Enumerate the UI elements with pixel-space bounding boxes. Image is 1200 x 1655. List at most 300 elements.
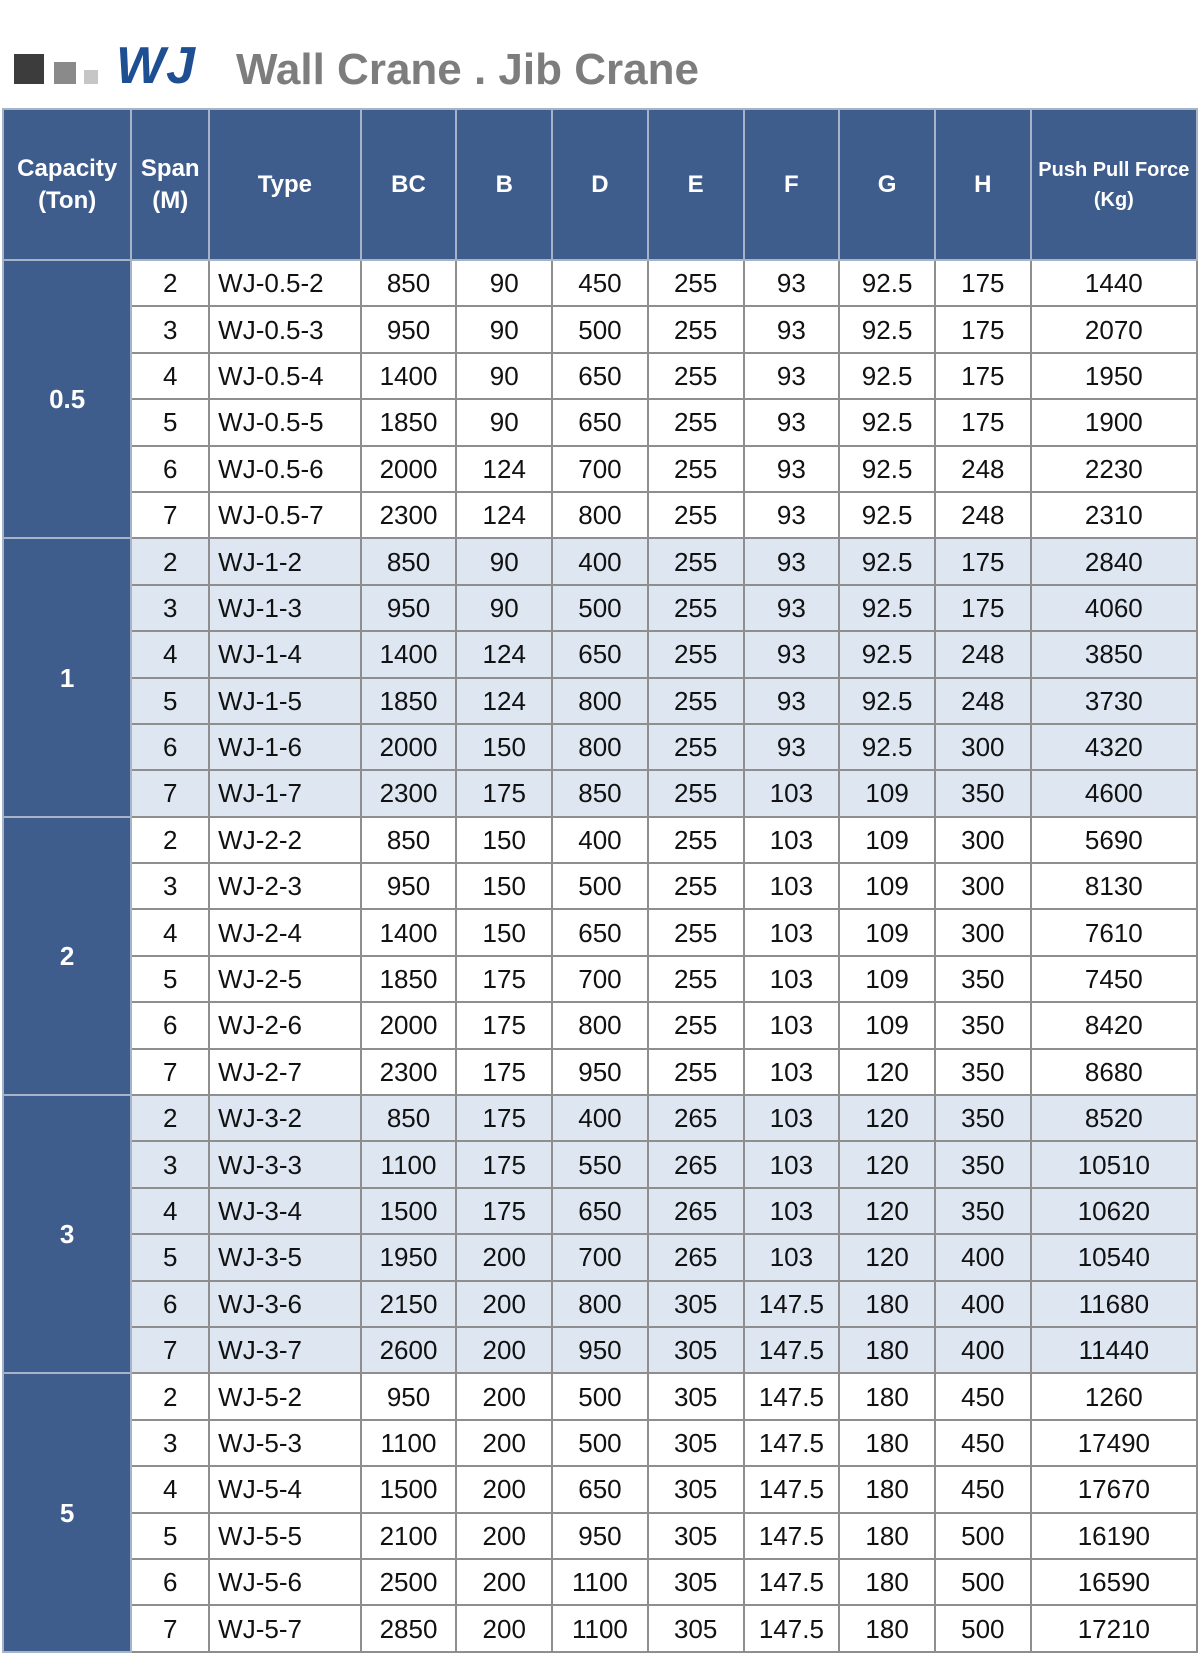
table-cell: 16590	[1031, 1559, 1197, 1605]
table-cell: 3	[131, 1141, 209, 1187]
table-cell: 248	[935, 446, 1031, 492]
table-cell: 147.5	[744, 1513, 840, 1559]
table-cell: 4	[131, 631, 209, 677]
table-cell: 450	[552, 260, 648, 306]
table-cell: 1100	[552, 1605, 648, 1652]
table-cell: 255	[648, 863, 744, 909]
table-cell: 255	[648, 399, 744, 445]
table-cell: 109	[839, 770, 935, 816]
table-cell: 147.5	[744, 1420, 840, 1466]
table-cell: 850	[361, 817, 457, 863]
table-cell: 4060	[1031, 585, 1197, 631]
table-cell: 700	[552, 446, 648, 492]
table-row	[3, 492, 1197, 538]
table-cell: 147.5	[744, 1559, 840, 1605]
column-header-label: E	[687, 170, 704, 198]
capacity-cell: 0.5	[3, 260, 131, 538]
table-cell: 650	[552, 631, 648, 677]
table-cell: WJ-2-3	[209, 863, 360, 909]
table-cell: 850	[361, 1095, 457, 1141]
table-cell: 11440	[1031, 1327, 1197, 1373]
table-cell: WJ-0.5-3	[209, 306, 360, 352]
table-cell: 1260	[1031, 1373, 1197, 1419]
table-cell: 7	[131, 770, 209, 816]
table-cell: 500	[552, 1420, 648, 1466]
table-cell: 255	[648, 446, 744, 492]
column-header-label: Push Pull Force	[1038, 158, 1190, 181]
table-row	[3, 1095, 1197, 1141]
table-cell: 17670	[1031, 1466, 1197, 1512]
table-cell: 7450	[1031, 956, 1197, 1002]
table-cell: 255	[648, 909, 744, 955]
table-cell: 90	[456, 306, 552, 352]
table-cell: WJ-5-2	[209, 1373, 360, 1419]
table-cell: WJ-3-4	[209, 1188, 360, 1234]
table-cell: 109	[839, 909, 935, 955]
table-cell: 550	[552, 1141, 648, 1187]
table-cell: 10540	[1031, 1234, 1197, 1280]
logo-square-dark-icon	[14, 54, 44, 84]
table-cell: 5	[131, 956, 209, 1002]
table-cell: 175	[456, 770, 552, 816]
table-cell: WJ-3-2	[209, 1095, 360, 1141]
table-cell: 147.5	[744, 1327, 840, 1373]
table-cell: WJ-3-3	[209, 1141, 360, 1187]
column-header	[1031, 109, 1197, 260]
table-cell: 350	[935, 770, 1031, 816]
table-cell: 175	[456, 1188, 552, 1234]
table-cell: WJ-1-7	[209, 770, 360, 816]
table-cell: WJ-3-7	[209, 1327, 360, 1373]
table-cell: 2600	[361, 1327, 457, 1373]
table-cell: WJ-1-5	[209, 678, 360, 724]
table-cell: 93	[744, 260, 840, 306]
table-cell: 93	[744, 446, 840, 492]
table-cell: 8520	[1031, 1095, 1197, 1141]
table-cell: 450	[935, 1466, 1031, 1512]
table-cell: WJ-0.5-6	[209, 446, 360, 492]
table-cell: 500	[552, 1373, 648, 1419]
table-cell: 255	[648, 353, 744, 399]
table-cell: 255	[648, 1049, 744, 1095]
logo-square-mid-icon	[54, 62, 76, 84]
table-cell: 93	[744, 353, 840, 399]
table-cell: 2850	[361, 1605, 457, 1652]
table-cell: 248	[935, 631, 1031, 677]
table-cell: 7	[131, 1327, 209, 1373]
table-cell: 1950	[1031, 353, 1197, 399]
brand-code: WJ	[116, 37, 196, 95]
column-header-unit: (M)	[152, 186, 189, 214]
table-cell: 950	[361, 306, 457, 352]
table-cell: 650	[552, 909, 648, 955]
table-cell: 8130	[1031, 863, 1197, 909]
table-cell: 305	[648, 1373, 744, 1419]
table-cell: 200	[456, 1559, 552, 1605]
column-header-label: Type	[257, 170, 313, 198]
table-cell: 5	[131, 678, 209, 724]
table-cell: 255	[648, 306, 744, 352]
table-row	[3, 538, 1197, 584]
table-cell: 2310	[1031, 492, 1197, 538]
column-header	[3, 109, 131, 260]
column-header	[744, 109, 840, 260]
table-cell: 4	[131, 909, 209, 955]
table-cell: 124	[456, 631, 552, 677]
table-cell: 200	[456, 1327, 552, 1373]
table-row	[3, 1466, 1197, 1512]
table-cell: 1950	[361, 1234, 457, 1280]
table-cell: 103	[744, 1188, 840, 1234]
table-cell: 103	[744, 1049, 840, 1095]
table-header-row	[3, 109, 1197, 260]
table-cell: 6	[131, 1281, 209, 1327]
table-cell: WJ-2-2	[209, 817, 360, 863]
table-cell: 400	[552, 817, 648, 863]
capacity-cell: 2	[3, 817, 131, 1095]
table-cell: 109	[839, 817, 935, 863]
table-cell: 124	[456, 446, 552, 492]
table-cell: 1850	[361, 956, 457, 1002]
table-cell: 5	[131, 1234, 209, 1280]
table-cell: 300	[935, 724, 1031, 770]
table-row	[3, 1141, 1197, 1187]
table-cell: 2150	[361, 1281, 457, 1327]
table-row	[3, 1327, 1197, 1373]
table-cell: 350	[935, 1049, 1031, 1095]
table-cell: WJ-1-4	[209, 631, 360, 677]
table-cell: 4320	[1031, 724, 1197, 770]
capacity-cell: 3	[3, 1095, 131, 1373]
table-cell: 103	[744, 1141, 840, 1187]
table-cell: 305	[648, 1466, 744, 1512]
table-cell: 400	[935, 1281, 1031, 1327]
table-cell: 5	[131, 399, 209, 445]
table-row	[3, 1513, 1197, 1559]
column-header	[839, 109, 935, 260]
table-cell: 175	[935, 399, 1031, 445]
table-cell: 300	[935, 817, 1031, 863]
table-cell: WJ-0.5-4	[209, 353, 360, 399]
table-row	[3, 353, 1197, 399]
table-row	[3, 585, 1197, 631]
table-cell: 10620	[1031, 1188, 1197, 1234]
table-cell: 7	[131, 492, 209, 538]
table-cell: 4600	[1031, 770, 1197, 816]
table-cell: WJ-5-3	[209, 1420, 360, 1466]
table-row	[3, 863, 1197, 909]
table-cell: 175	[456, 1002, 552, 1048]
table-cell: 400	[935, 1234, 1031, 1280]
table-cell: 6	[131, 1002, 209, 1048]
table-cell: 265	[648, 1141, 744, 1187]
table-cell: 103	[744, 770, 840, 816]
table-cell: 850	[361, 538, 457, 584]
table-row	[3, 1234, 1197, 1280]
table-row	[3, 631, 1197, 677]
table-cell: 93	[744, 538, 840, 584]
table-cell: 800	[552, 1002, 648, 1048]
table-row	[3, 1049, 1197, 1095]
table-row	[3, 1188, 1197, 1234]
table-cell: 6	[131, 724, 209, 770]
table-cell: 17490	[1031, 1420, 1197, 1466]
table-cell: 109	[839, 863, 935, 909]
capacity-cell: 1	[3, 538, 131, 816]
table-cell: 1400	[361, 353, 457, 399]
table-cell: WJ-1-2	[209, 538, 360, 584]
table-cell: 200	[456, 1373, 552, 1419]
table-cell: 180	[839, 1327, 935, 1373]
table-cell: 2840	[1031, 538, 1197, 584]
column-header	[648, 109, 744, 260]
table-body	[3, 260, 1197, 1652]
table-cell: 16190	[1031, 1513, 1197, 1559]
table-cell: 103	[744, 817, 840, 863]
table-cell: 147.5	[744, 1281, 840, 1327]
table-cell: 255	[648, 1002, 744, 1048]
column-header-label: H	[974, 170, 992, 198]
table-cell: WJ-5-6	[209, 1559, 360, 1605]
table-cell: 92.5	[839, 724, 935, 770]
table-cell: 180	[839, 1373, 935, 1419]
column-header-label: G	[877, 170, 897, 198]
table-cell: 92.5	[839, 260, 935, 306]
table-cell: 650	[552, 1466, 648, 1512]
table-cell: 180	[839, 1466, 935, 1512]
table-cell: 1500	[361, 1188, 457, 1234]
table-cell: 305	[648, 1327, 744, 1373]
table-cell: 4	[131, 1188, 209, 1234]
table-cell: 1500	[361, 1466, 457, 1512]
table-cell: 265	[648, 1188, 744, 1234]
table-cell: 255	[648, 817, 744, 863]
table-cell: 120	[839, 1234, 935, 1280]
table-cell: 200	[456, 1234, 552, 1280]
table-cell: 7	[131, 1605, 209, 1652]
table-cell: 92.5	[839, 306, 935, 352]
table-cell: 175	[935, 353, 1031, 399]
table-cell: 350	[935, 1141, 1031, 1187]
table-cell: WJ-2-5	[209, 956, 360, 1002]
table-cell: 175	[935, 260, 1031, 306]
table-cell: 500	[935, 1559, 1031, 1605]
table-cell: 120	[839, 1188, 935, 1234]
table-cell: 93	[744, 492, 840, 538]
table-cell: 450	[935, 1420, 1031, 1466]
table-cell: 92.5	[839, 631, 935, 677]
table-cell: WJ-5-4	[209, 1466, 360, 1512]
table-row	[3, 1420, 1197, 1466]
table-cell: 2500	[361, 1559, 457, 1605]
table-cell: WJ-2-7	[209, 1049, 360, 1095]
table-cell: 2300	[361, 1049, 457, 1095]
table-cell: 180	[839, 1513, 935, 1559]
table-cell: 265	[648, 1095, 744, 1141]
table-cell: 700	[552, 1234, 648, 1280]
table-cell: 255	[648, 956, 744, 1002]
table-cell: 8420	[1031, 1002, 1197, 1048]
table-cell: 90	[456, 538, 552, 584]
table-row	[3, 1559, 1197, 1605]
table-cell: 2	[131, 538, 209, 584]
table-cell: 103	[744, 863, 840, 909]
table-cell: 2000	[361, 1002, 457, 1048]
table-cell: 255	[648, 724, 744, 770]
table-cell: 5	[131, 1513, 209, 1559]
column-header	[209, 109, 360, 260]
table-cell: 103	[744, 1234, 840, 1280]
table-cell: 1440	[1031, 260, 1197, 306]
table-cell: 92.5	[839, 399, 935, 445]
table-cell: 2	[131, 817, 209, 863]
table-cell: 450	[935, 1373, 1031, 1419]
table-cell: 3850	[1031, 631, 1197, 677]
table-cell: 93	[744, 724, 840, 770]
table-cell: 120	[839, 1049, 935, 1095]
table-cell: 950	[552, 1049, 648, 1095]
table-cell: 350	[935, 1095, 1031, 1141]
table-cell: 1400	[361, 909, 457, 955]
table-cell: 150	[456, 909, 552, 955]
table-cell: 175	[456, 1095, 552, 1141]
table-row	[3, 956, 1197, 1002]
table-cell: 175	[935, 538, 1031, 584]
table-cell: 150	[456, 724, 552, 770]
table-cell: 93	[744, 631, 840, 677]
table-cell: 147.5	[744, 1605, 840, 1652]
table-cell: 700	[552, 956, 648, 1002]
table-cell: 175	[456, 956, 552, 1002]
spec-table	[2, 108, 1198, 1653]
table-cell: 200	[456, 1281, 552, 1327]
table-cell: 305	[648, 1420, 744, 1466]
table-cell: 500	[552, 585, 648, 631]
table-cell: 92.5	[839, 678, 935, 724]
table-cell: 400	[935, 1327, 1031, 1373]
table-cell: 3	[131, 585, 209, 631]
table-cell: 350	[935, 1002, 1031, 1048]
column-header	[456, 109, 552, 260]
column-header	[935, 109, 1031, 260]
table-cell: 1100	[552, 1559, 648, 1605]
table-cell: WJ-0.5-5	[209, 399, 360, 445]
table-cell: 2000	[361, 724, 457, 770]
column-header	[131, 109, 209, 260]
table-cell: WJ-1-6	[209, 724, 360, 770]
table-cell: 103	[744, 909, 840, 955]
capacity-cell: 5	[3, 1373, 131, 1652]
table-cell: 950	[361, 863, 457, 909]
table-cell: 180	[839, 1559, 935, 1605]
table-cell: 109	[839, 956, 935, 1002]
table-cell: 1100	[361, 1420, 457, 1466]
column-header	[361, 109, 457, 260]
table-cell: 17210	[1031, 1605, 1197, 1652]
table-cell: 305	[648, 1605, 744, 1652]
table-cell: 92.5	[839, 446, 935, 492]
table-cell: 1850	[361, 399, 457, 445]
table-cell: 350	[935, 1188, 1031, 1234]
table-cell: 850	[361, 260, 457, 306]
table-cell: 93	[744, 306, 840, 352]
table-cell: 300	[935, 863, 1031, 909]
table-cell: WJ-5-7	[209, 1605, 360, 1652]
table-cell: 93	[744, 585, 840, 631]
table-cell: 150	[456, 863, 552, 909]
table-cell: WJ-2-4	[209, 909, 360, 955]
table-cell: 10510	[1031, 1141, 1197, 1187]
table-cell: 147.5	[744, 1373, 840, 1419]
table-row	[3, 446, 1197, 492]
table-cell: 950	[552, 1513, 648, 1559]
table-cell: 2	[131, 1373, 209, 1419]
table-cell: 2000	[361, 446, 457, 492]
table-cell: 103	[744, 1002, 840, 1048]
table-cell: 147.5	[744, 1466, 840, 1512]
table-cell: 90	[456, 585, 552, 631]
table-cell: 400	[552, 538, 648, 584]
table-cell: 950	[361, 1373, 457, 1419]
table-cell: 175	[456, 1049, 552, 1095]
table-cell: 255	[648, 678, 744, 724]
table-row	[3, 678, 1197, 724]
table-row	[3, 399, 1197, 445]
table-cell: WJ-5-5	[209, 1513, 360, 1559]
table-cell: 90	[456, 260, 552, 306]
table-cell: 6	[131, 1559, 209, 1605]
table-cell: 200	[456, 1605, 552, 1652]
table-cell: 350	[935, 956, 1031, 1002]
table-cell: 124	[456, 678, 552, 724]
table-cell: 305	[648, 1281, 744, 1327]
table-cell: 400	[552, 1095, 648, 1141]
table-cell: 92.5	[839, 585, 935, 631]
table-cell: 2100	[361, 1513, 457, 1559]
table-cell: 2	[131, 1095, 209, 1141]
table-cell: 180	[839, 1281, 935, 1327]
table-row	[3, 1002, 1197, 1048]
table-cell: 255	[648, 631, 744, 677]
table-cell: 1100	[361, 1141, 457, 1187]
table-cell: 8680	[1031, 1049, 1197, 1095]
table-cell: 180	[839, 1605, 935, 1652]
table-cell: 2300	[361, 492, 457, 538]
table-cell: 2	[131, 260, 209, 306]
table-cell: 500	[935, 1513, 1031, 1559]
table-row	[3, 306, 1197, 352]
table-cell: WJ-3-5	[209, 1234, 360, 1280]
table-cell: WJ-1-3	[209, 585, 360, 631]
table-cell: 3	[131, 1420, 209, 1466]
table-cell: 90	[456, 399, 552, 445]
table-cell: 120	[839, 1141, 935, 1187]
table-row	[3, 817, 1197, 863]
table-cell: 300	[935, 909, 1031, 955]
table-cell: 1900	[1031, 399, 1197, 445]
table-cell: 255	[648, 538, 744, 584]
table-cell: 248	[935, 492, 1031, 538]
table-cell: 92.5	[839, 538, 935, 584]
table-cell: 3	[131, 863, 209, 909]
table-cell: 850	[552, 770, 648, 816]
column-header-label: F	[784, 170, 799, 198]
table-cell: 305	[648, 1513, 744, 1559]
table-cell: 109	[839, 1002, 935, 1048]
column-header-label: D	[591, 170, 609, 198]
table-cell: 950	[552, 1327, 648, 1373]
table-cell: 255	[648, 770, 744, 816]
